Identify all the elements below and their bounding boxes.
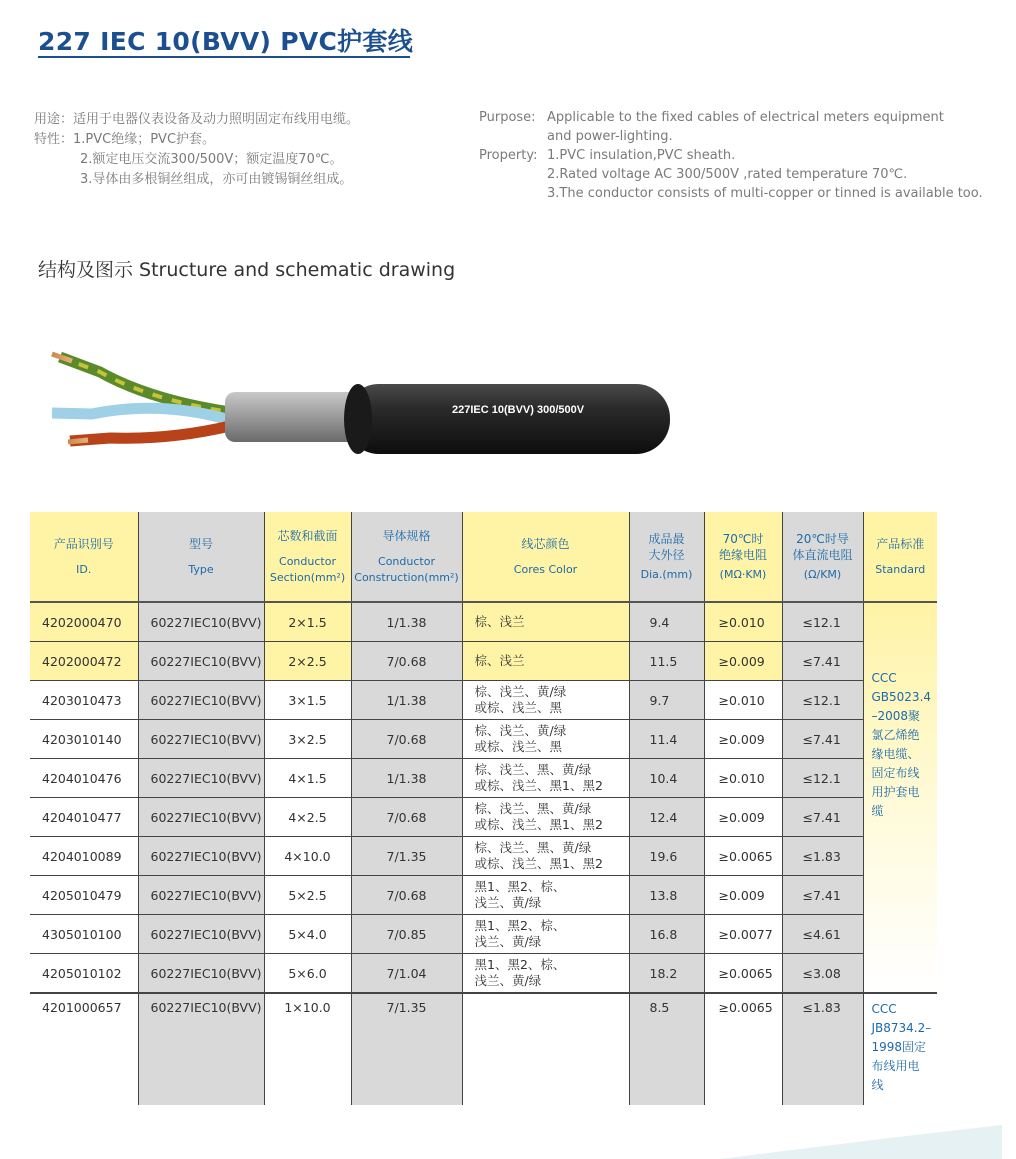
- cell-type: 60227IEC10(BVV): [138, 642, 264, 681]
- cell-insulation: ≥0.010: [704, 759, 782, 798]
- cn-purpose: 用途：适用于电器仪表设备及动力照明固定布线用电缆。: [34, 112, 360, 127]
- color-line-1: 棕、浅兰、黑、黄/绿: [474, 840, 592, 855]
- cell-construction: 7/0.68: [351, 876, 462, 915]
- cell-color: [462, 798, 629, 837]
- cell-type: 60227IEC10(BVV): [138, 915, 264, 954]
- table-row: [30, 876, 937, 915]
- cell-color: [462, 915, 629, 954]
- cell-type: 60227IEC10(BVV): [138, 876, 264, 915]
- cell-id: 4305010100: [30, 915, 138, 954]
- cell-dia: 11.4: [629, 720, 704, 759]
- cell-id: 4204010089: [30, 837, 138, 876]
- cell-section: 5×6.0: [264, 954, 351, 994]
- cn-property-2: 2.额定电压交流300/500V；额定温度70℃。: [80, 152, 343, 167]
- decorative-swoosh: [720, 1120, 1010, 1159]
- cell-type: 60227IEC10(BVV): [138, 602, 264, 642]
- cell-insulation: ≥0.0065: [704, 954, 782, 994]
- cell-resistance: ≤7.41: [782, 720, 863, 759]
- color-line-2: 或棕、浅兰、黑1、黑2: [474, 817, 603, 832]
- cell-dia: 18.2: [629, 954, 704, 994]
- standard-line: 氯乙烯绝: [871, 728, 920, 742]
- cell-id: 4201000657: [30, 993, 138, 1105]
- cell-construction: 7/1.04: [351, 954, 462, 994]
- table-row: [30, 954, 937, 994]
- color-line-1: 棕、浅兰: [474, 653, 525, 668]
- cell-resistance: ≤12.1: [782, 681, 863, 720]
- en-property-1: 1.PVC insulation,PVC sheath.: [547, 148, 736, 163]
- cell-id: 4203010140: [30, 720, 138, 759]
- cell-resistance: ≤7.41: [782, 642, 863, 681]
- page-title: 227 IEC 10(BVV) PVC护套线: [38, 27, 414, 56]
- english-description: [479, 108, 983, 203]
- standard-line: 固定布线: [871, 766, 920, 780]
- cell-construction: 7/0.68: [351, 642, 462, 681]
- cell-section: 3×2.5: [264, 720, 351, 759]
- en-purpose-line2: and power-lighting.: [547, 129, 673, 144]
- cell-insulation: ≥0.009: [704, 798, 782, 837]
- cell-color: [462, 642, 629, 681]
- standard-line: 用护套电: [871, 785, 920, 799]
- table-row: [30, 642, 937, 681]
- header-dia: 成品最 大外径 Dia.(mm): [629, 512, 704, 602]
- color-line-1: 黑1、黑2、棕、: [474, 918, 566, 933]
- table-row: [30, 602, 937, 642]
- cell-id: 4204010476: [30, 759, 138, 798]
- cn-property-1: 特性：1.PVC绝缘；PVC护套。: [34, 132, 216, 147]
- cell-type: 60227IEC10(BVV): [138, 954, 264, 994]
- en-purpose-label: Purpose:: [479, 110, 536, 125]
- cell-id: 4202000472: [30, 642, 138, 681]
- cell-section: 1×10.0: [264, 993, 351, 1105]
- cell-resistance: ≤7.41: [782, 876, 863, 915]
- cell-id: 4203010473: [30, 681, 138, 720]
- cell-type: 60227IEC10(BVV): [138, 798, 264, 837]
- color-line-1: 棕、浅兰、黄/绿: [474, 723, 567, 738]
- cell-id: 4202000470: [30, 602, 138, 642]
- cell-color: [462, 837, 629, 876]
- color-line-1: 黑1、黑2、棕、: [474, 879, 566, 894]
- header-resistance: 20℃时导 体直流电阻 (Ω/KM): [782, 512, 863, 602]
- color-line-1: 棕、浅兰、黑、黄/绿: [474, 762, 592, 777]
- title-underline: [38, 56, 410, 58]
- header-section: 芯数和截面 Conductor Section(mm²): [264, 512, 351, 602]
- en-purpose-line1: Applicable to the fixed cables of electrical meters equipment: [547, 110, 944, 125]
- cell-resistance: ≤4.61: [782, 915, 863, 954]
- standard-line: CCC: [871, 671, 897, 685]
- cell-dia: 13.8: [629, 876, 704, 915]
- cell-insulation: ≥0.0065: [704, 837, 782, 876]
- cell-section: 2×2.5: [264, 642, 351, 681]
- cell-dia: 16.8: [629, 915, 704, 954]
- cell-type: 60227IEC10(BVV): [138, 681, 264, 720]
- cell-insulation: ≥0.0065: [704, 993, 782, 1105]
- cell-resistance: ≤12.1: [782, 759, 863, 798]
- cell-construction: 1/1.38: [351, 681, 462, 720]
- color-line-1: 棕、浅兰、黄/绿: [474, 684, 567, 699]
- cell-color: [462, 720, 629, 759]
- cell-insulation: ≥0.009: [704, 876, 782, 915]
- table-row: [30, 681, 937, 720]
- cell-id: 4204010477: [30, 798, 138, 837]
- cell-resistance: ≤7.41: [782, 798, 863, 837]
- cell-insulation: ≥0.009: [704, 720, 782, 759]
- cell-construction: 7/0.68: [351, 720, 462, 759]
- cell-construction: 7/0.85: [351, 915, 462, 954]
- header-type: 型号 Type: [138, 512, 264, 602]
- standard-line: 缘电缆、: [871, 747, 920, 761]
- color-line-1: 黑1、黑2、棕、: [474, 957, 566, 972]
- cell-insulation: ≥0.010: [704, 602, 782, 642]
- cell-construction: 1/1.38: [351, 759, 462, 798]
- cell-construction: 1/1.38: [351, 602, 462, 642]
- standard-line: JB8734.2–: [871, 1021, 932, 1035]
- cell-type: 60227IEC10(BVV): [138, 993, 264, 1105]
- standard-line: GB5023.4: [871, 690, 932, 704]
- table-row: [30, 837, 937, 876]
- cell-dia: 19.6: [629, 837, 704, 876]
- cell-insulation: ≥0.009: [704, 642, 782, 681]
- cell-section: 4×1.5: [264, 759, 351, 798]
- cell-type: 60227IEC10(BVV): [138, 759, 264, 798]
- cell-id: 4205010102: [30, 954, 138, 994]
- cell-construction: 7/0.68: [351, 798, 462, 837]
- cell-resistance: ≤3.08: [782, 954, 863, 994]
- color-line-2: 或棕、浅兰、黑1、黑2: [474, 856, 603, 871]
- cell-color: [462, 681, 629, 720]
- color-line-2: 或棕、浅兰、黑1、黑2: [474, 778, 603, 793]
- color-line-1: 棕、浅兰、黑、黄/绿: [474, 801, 592, 816]
- cell-dia: 9.7: [629, 681, 704, 720]
- color-line-2: 浅兰、黄/绿: [474, 934, 542, 949]
- cell-standard-1: [863, 602, 937, 993]
- table-row: [30, 759, 937, 798]
- cell-section: 5×2.5: [264, 876, 351, 915]
- cell-type: 60227IEC10(BVV): [138, 837, 264, 876]
- header-id: 产品识别号 ID.: [30, 512, 138, 602]
- cell-dia: 10.4: [629, 759, 704, 798]
- cell-section: 5×4.0: [264, 915, 351, 954]
- cell-construction: 7/1.35: [351, 837, 462, 876]
- cell-section: 2×1.5: [264, 602, 351, 642]
- spec-table: [30, 512, 937, 1105]
- section-title: 结构及图示 Structure and schematic drawing: [38, 259, 456, 281]
- cell-dia: 8.5: [629, 993, 704, 1105]
- cell-type: 60227IEC10(BVV): [138, 720, 264, 759]
- cn-property-3: 3.导体由多根铜丝组成，亦可由镀锡铜丝组成。: [80, 172, 353, 187]
- cell-resistance: ≤12.1: [782, 602, 863, 642]
- cell-color: [462, 993, 629, 1105]
- cell-dia: 11.5: [629, 642, 704, 681]
- cell-insulation: ≥0.010: [704, 681, 782, 720]
- standard-line: 缆: [871, 804, 884, 818]
- cell-resistance: ≤1.83: [782, 837, 863, 876]
- table-row: [30, 798, 937, 837]
- color-line-2: 或棕、浅兰、黑: [474, 700, 563, 715]
- color-line-2: 浅兰、黄/绿: [474, 973, 542, 988]
- header-insulation: 70℃时 绝缘电阻 (MΩ·KM): [704, 512, 782, 602]
- cell-color: [462, 602, 629, 642]
- cell-section: 3×1.5: [264, 681, 351, 720]
- standard-line: CCC: [871, 1002, 897, 1016]
- cell-id: 4205010479: [30, 876, 138, 915]
- table-row: [30, 720, 937, 759]
- cell-dia: 9.4: [629, 602, 704, 642]
- standard-line: 线: [871, 1078, 884, 1092]
- cell-standard-2: [863, 993, 937, 1105]
- cell-color: [462, 876, 629, 915]
- cell-resistance: ≤1.83: [782, 993, 863, 1105]
- cell-insulation: ≥0.0077: [704, 915, 782, 954]
- standard-line: 布线用电: [871, 1059, 920, 1073]
- standard-line: –2008聚: [871, 709, 921, 723]
- table-row: [30, 915, 937, 954]
- color-line-2: 浅兰、黄/绿: [474, 895, 542, 910]
- cell-section: 4×10.0: [264, 837, 351, 876]
- en-property-3: 3.The conductor consists of multi-copper or tinned is available too.: [547, 186, 983, 201]
- cell-construction: 7/1.35: [351, 993, 462, 1105]
- en-property-label: Property:: [479, 148, 538, 163]
- cell-color: [462, 954, 629, 994]
- cell-dia: 12.4: [629, 798, 704, 837]
- color-line-2: 或棕、浅兰、黑: [474, 739, 563, 754]
- header-standard: 产品标准 Standard: [863, 512, 937, 602]
- chinese-description: [34, 110, 359, 190]
- color-line-1: 棕、浅兰: [474, 614, 525, 629]
- en-property-2: 2.Rated voltage AC 300/500V ,rated temperature 70℃.: [547, 167, 908, 182]
- cell-color: [462, 759, 629, 798]
- header-construction: 导体规格 Conductor Construction(mm²): [351, 512, 462, 602]
- cell-section: 4×2.5: [264, 798, 351, 837]
- cable-illustration: [40, 340, 690, 470]
- header-color: 线芯颜色 Cores Color: [462, 512, 629, 602]
- spec-table-wrapper: [30, 512, 937, 1105]
- table-row: [30, 993, 937, 1105]
- standard-line: 1998固定: [871, 1040, 927, 1054]
- cable-label: 227IEC 10(BVV) 300/500V: [452, 404, 585, 416]
